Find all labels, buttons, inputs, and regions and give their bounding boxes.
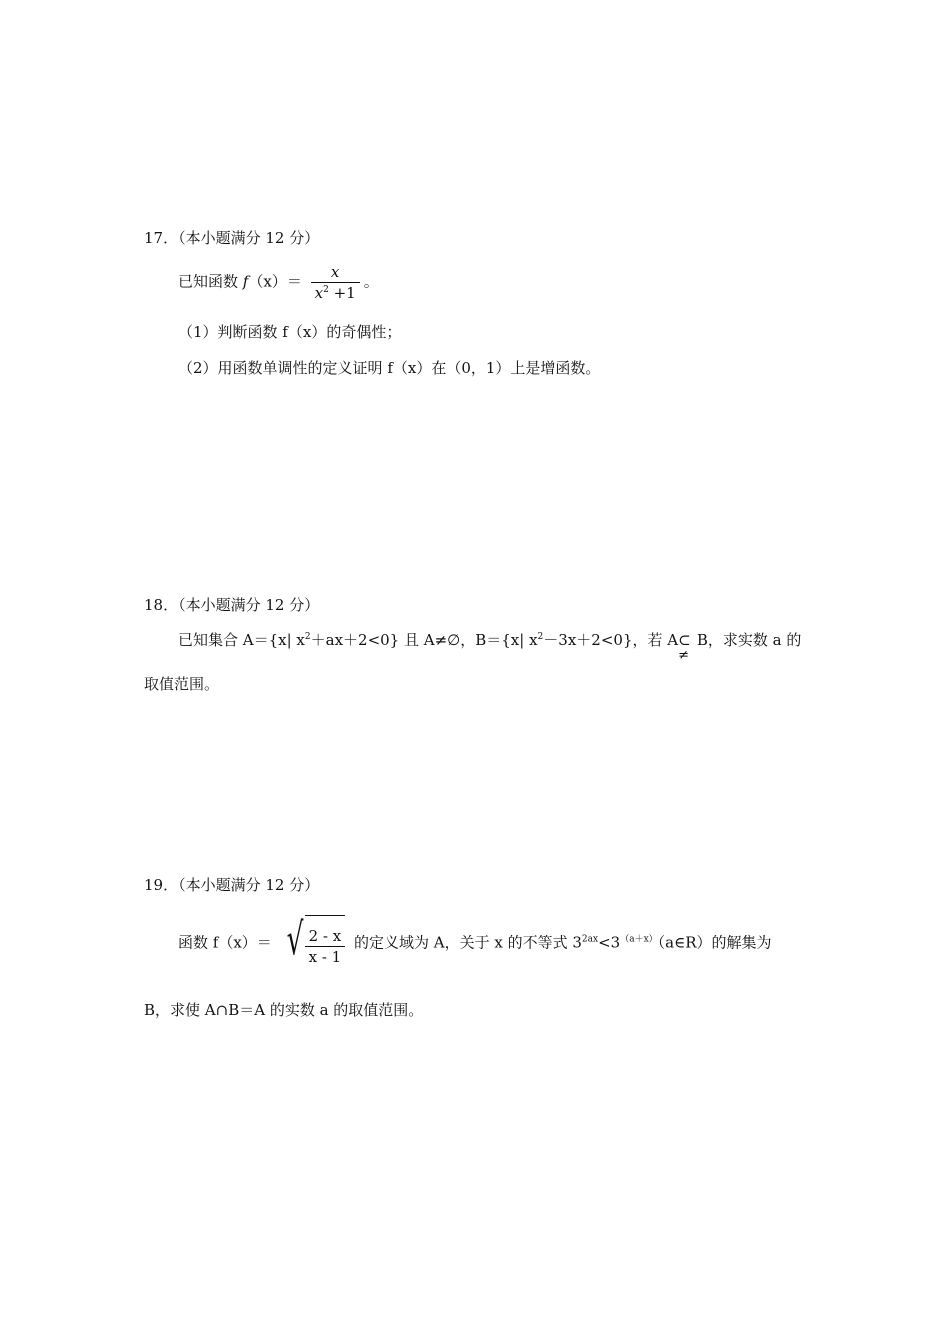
q17-den-base: x (314, 284, 324, 302)
q19-line2: B，求使 A∩B＝A 的实数 a 的取值范围。 (144, 1001, 424, 1019)
q19-exp1: 2ax (581, 934, 599, 945)
q19-header: 19．（本小题满分 12 分） (144, 876, 320, 894)
q18-text-a: 已知集合 A＝{x| x (178, 631, 305, 649)
q19-prefix: 函数 f（x）＝ (178, 933, 272, 952)
q18-neq: ≠ (678, 648, 689, 663)
q17-part2: （2）用函数单调性的定义证明 f（x）在（0，1）上是增函数。 (178, 359, 601, 377)
q17-numerator: x (330, 263, 340, 281)
q19-mid-a: 的定义域为 A，关于 x 的不等式 3 (354, 933, 582, 952)
q18-header: 18．（本小题满分 12 分） (144, 596, 320, 614)
q17-fraction (311, 262, 360, 303)
q17-header: 17．（本小题满分 12 分） (144, 229, 320, 247)
q17-given (178, 262, 379, 303)
q18-subset: ⊂ (678, 631, 691, 649)
q17-den-rest: +1 (328, 284, 356, 302)
q19-rad-den: x - 1 (305, 946, 346, 967)
q17-part1: （1）判断函数 f（x）的奇偶性； (178, 323, 402, 341)
q19-rad-num: 2 - x (308, 926, 342, 945)
q18-sup-1: 2 (304, 632, 311, 642)
q19-mid-c: （a∈R）的解集为 (657, 933, 772, 952)
q19-sqrt: √ $\frac{2 - x}{x - 1}$ (281, 915, 346, 972)
q17-denominator (311, 282, 360, 303)
q17-end: 。 (363, 272, 379, 291)
q17-given-prefix: 已知函数 (178, 272, 239, 291)
q18-line2: 取值范围。 (144, 675, 220, 693)
q19-mid-b: <3 (598, 933, 621, 952)
q17-paren-x: （x）＝ (248, 272, 302, 291)
q17-den-sup: 2 (323, 285, 329, 295)
q17-f: f (242, 272, 249, 291)
q18-sup-2: 2 (537, 632, 544, 642)
q19-exp2: （a＋x） (620, 934, 658, 945)
q18-text-e: －3x＋2<0}，若 A (543, 631, 679, 649)
q19-line1 (178, 915, 772, 972)
q18-text-c: ＋ax＋2<0} 且 A≠∅，B＝{x| x (310, 631, 538, 649)
q18-line1 (178, 630, 802, 663)
q18-text-f: B，求实数 a 的 (692, 631, 802, 649)
q18-subsetneq (678, 630, 692, 663)
